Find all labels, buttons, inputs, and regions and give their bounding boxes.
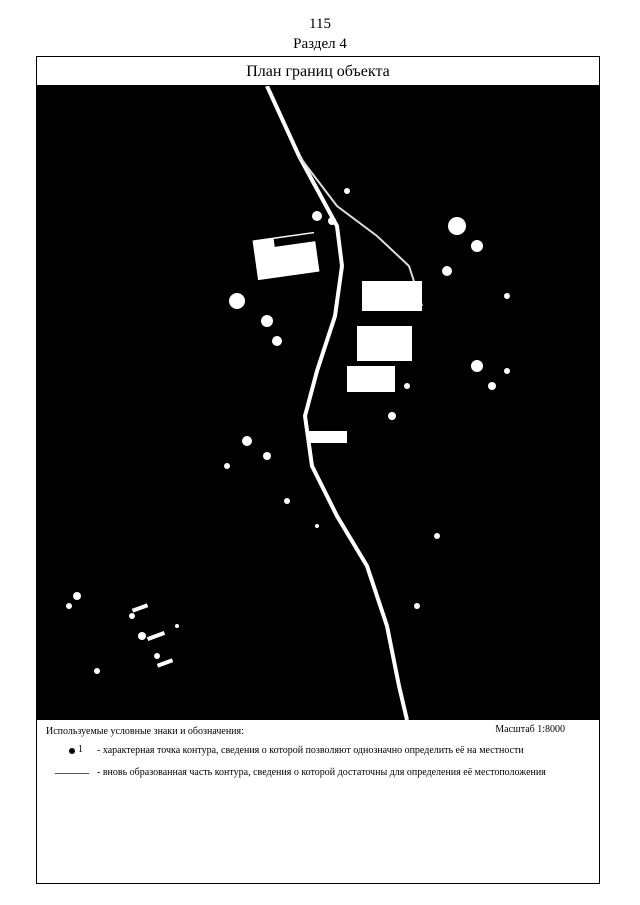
building-block bbox=[307, 431, 347, 443]
map-scale: Масштаб 1:8000 bbox=[495, 724, 565, 735]
building-block bbox=[362, 281, 422, 311]
map-title: План границ объекта bbox=[37, 57, 599, 86]
satellite-map bbox=[37, 86, 599, 720]
section-title: Раздел 4 bbox=[293, 36, 347, 52]
legend-item-contour bbox=[53, 767, 587, 779]
point-label: 1 bbox=[78, 744, 83, 755]
point-dot-icon bbox=[53, 745, 97, 757]
building-block bbox=[347, 366, 395, 392]
legend-title: Используемые условные знаки и обозначения: bbox=[46, 726, 244, 737]
legend-item-text: - вновь образованная часть контура, сведения о которой достаточны для определения её местоположения bbox=[97, 767, 546, 778]
building-block bbox=[357, 326, 412, 361]
contour-line-icon bbox=[53, 767, 97, 779]
legend-item-text: - характерная точка контура, сведения о которой позволяют однозначно определить её на местности bbox=[97, 745, 524, 756]
satellite-map-image bbox=[37, 86, 599, 720]
map-sheet-frame bbox=[36, 56, 600, 884]
legend-item-point bbox=[53, 745, 587, 757]
page-number: 115 bbox=[309, 16, 331, 32]
